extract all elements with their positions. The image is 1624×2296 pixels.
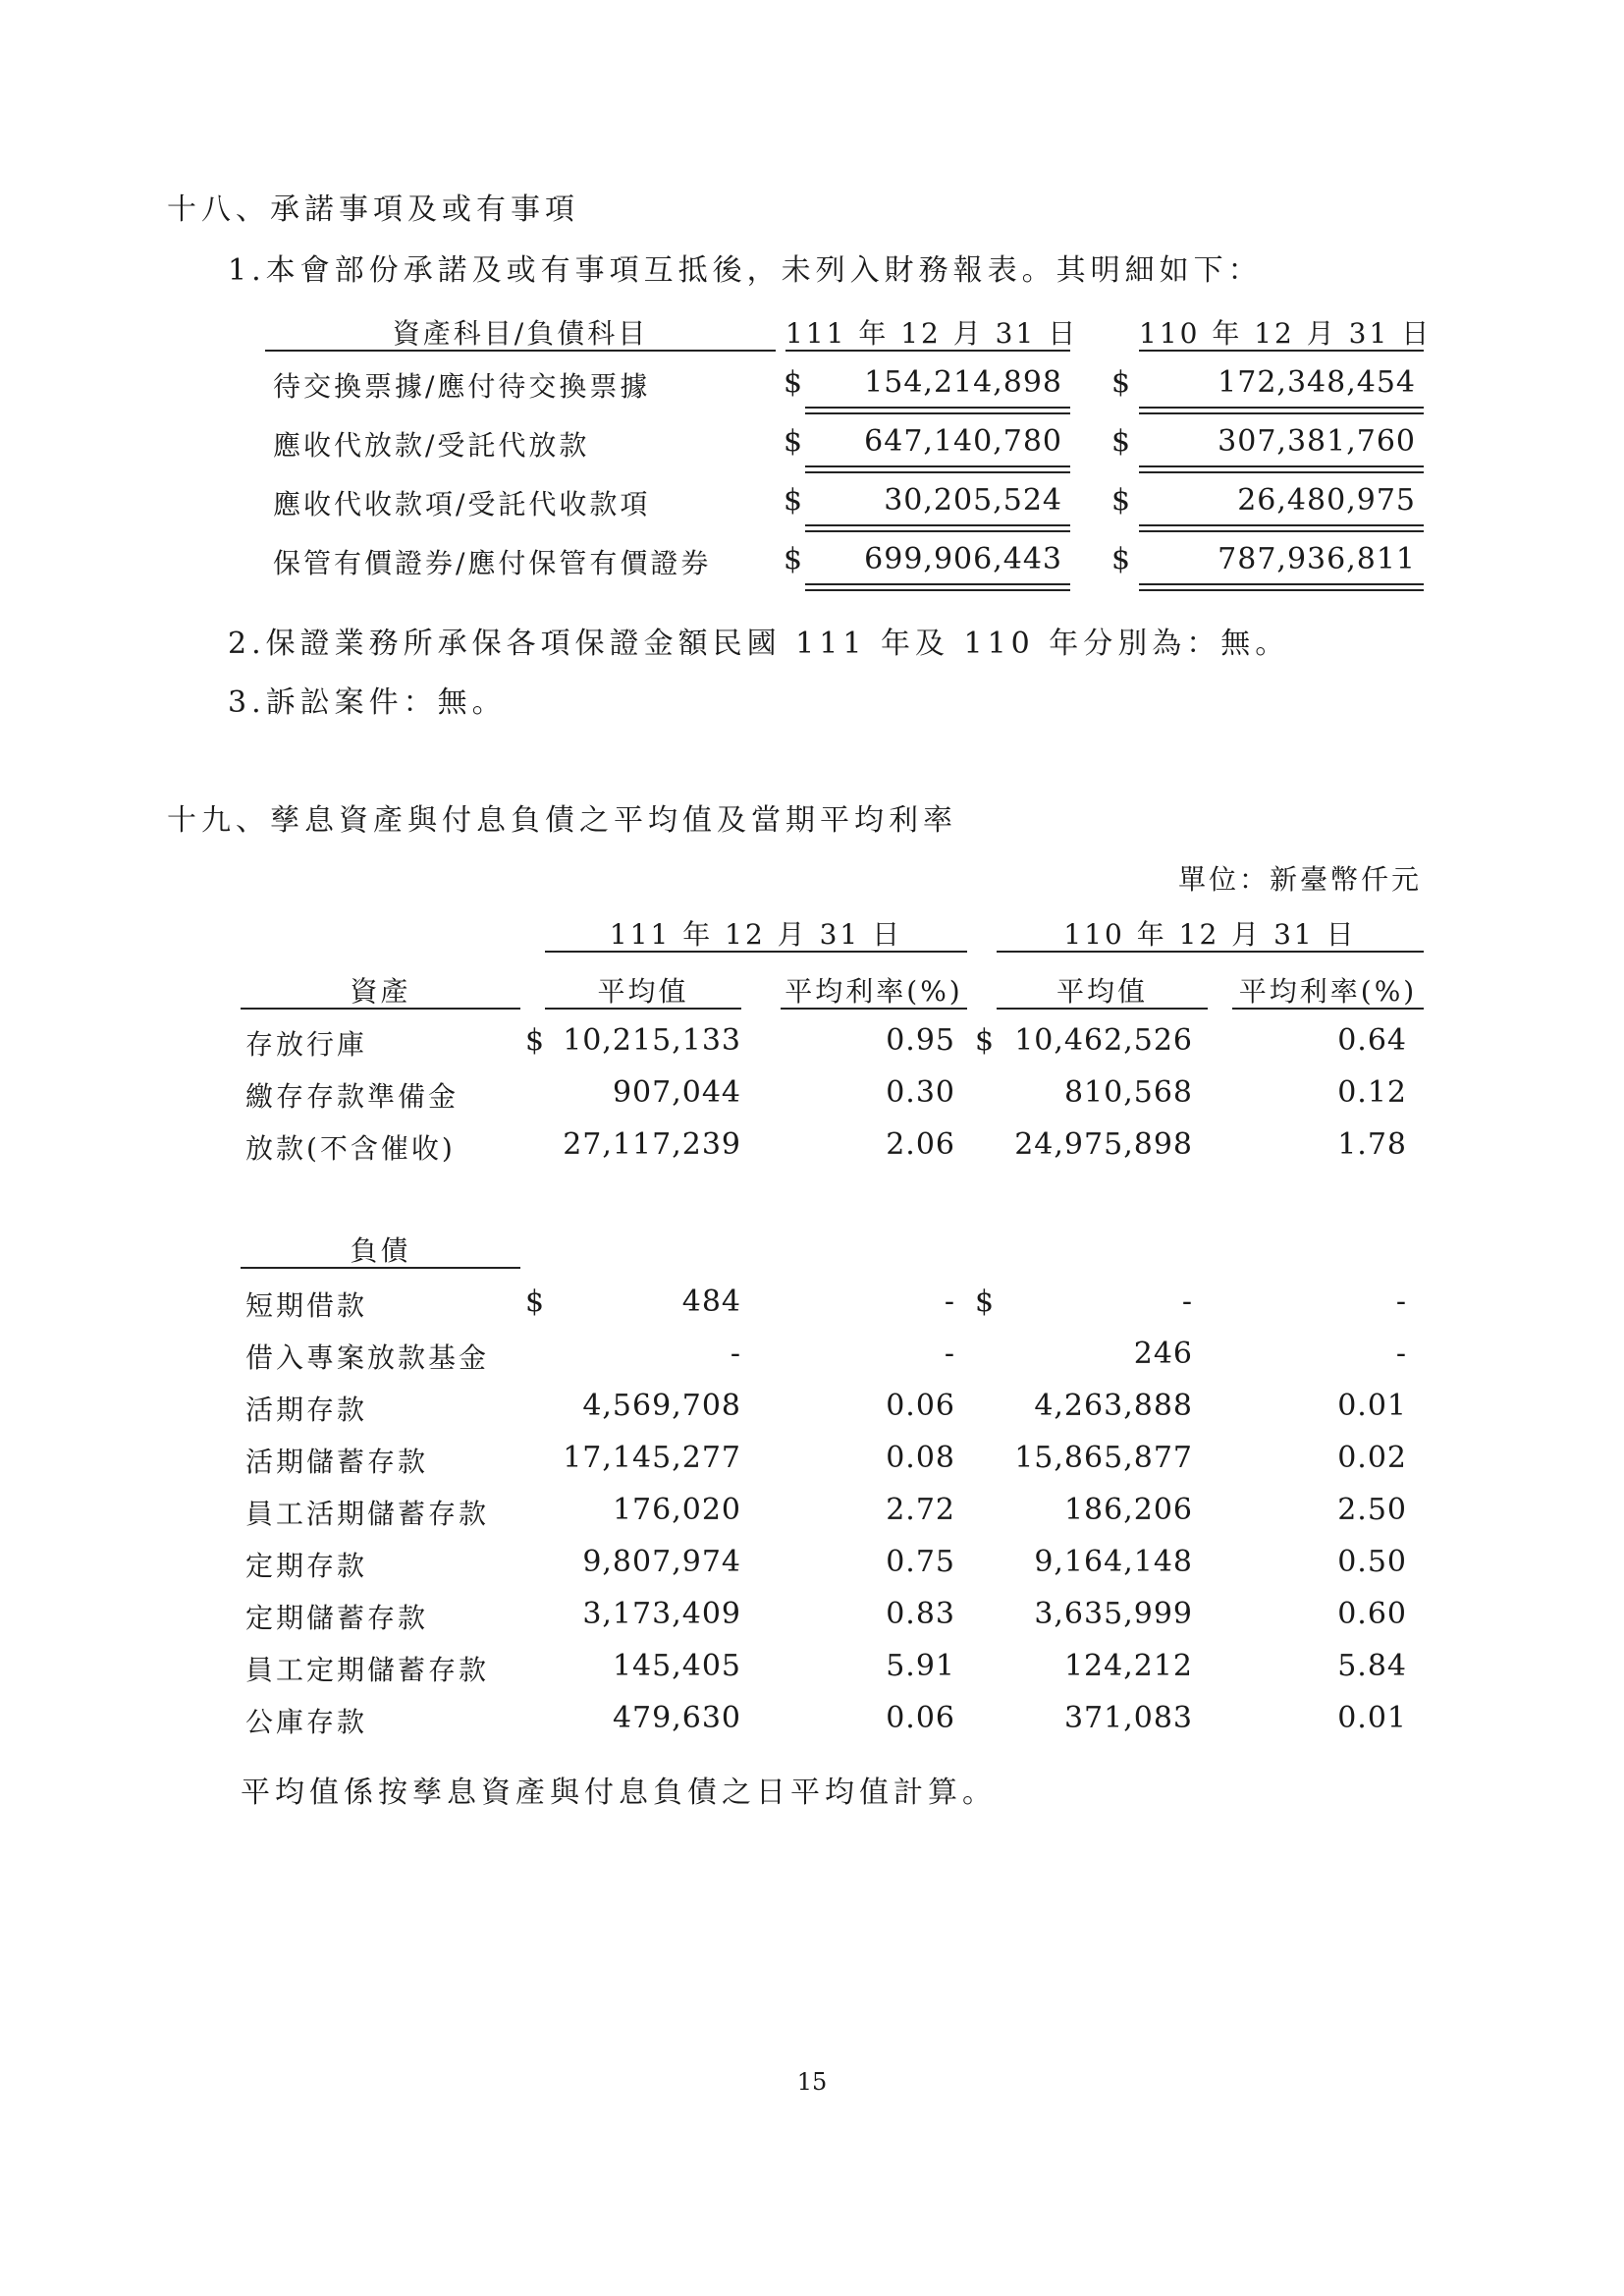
section-18-item-3: 3.訴訟案件：無。 — [228, 685, 507, 720]
liabilities-header: 負債 — [350, 1234, 411, 1267]
liability-rate-110: 5.84 — [1337, 1649, 1407, 1683]
liability-rate-110: 0.50 — [1337, 1545, 1407, 1579]
commitment-row-label: 應收代放款/受託代放款 — [273, 429, 590, 462]
commitment-value-111: 154,214,898 — [864, 365, 1062, 400]
double-underline — [805, 465, 1070, 473]
header-rule — [265, 350, 776, 352]
liability-average-110: 15,865,877 — [1014, 1441, 1193, 1475]
currency-symbol: $ — [784, 542, 804, 576]
commitment-account-header: 資產科目/負債科目 — [392, 317, 649, 350]
currency-symbol: $ — [975, 1023, 996, 1058]
commitment-row-label: 待交換票據/應付待交換票據 — [273, 370, 651, 403]
commitment-value-110: 172,348,454 — [1218, 365, 1416, 400]
column-rule — [545, 1008, 741, 1010]
liability-row-label: 員工定期儲蓄存款 — [245, 1654, 490, 1686]
liability-rate-111: 0.75 — [886, 1545, 955, 1579]
asset-row-label: 繳存存款準備金 — [245, 1080, 460, 1113]
column-rule — [781, 1008, 967, 1010]
currency-symbol: $ — [975, 1285, 996, 1319]
commitment-value-110: 26,480,975 — [1237, 483, 1416, 518]
liability-average-111: 479,630 — [612, 1701, 741, 1735]
double-underline — [805, 583, 1070, 591]
liability-average-111: 176,020 — [612, 1493, 741, 1527]
liability-average-111: - — [730, 1337, 741, 1371]
asset-average-111: 10,215,133 — [563, 1023, 741, 1058]
liability-rate-110: - — [1395, 1337, 1407, 1371]
asset-average-110: 24,975,898 — [1014, 1127, 1193, 1162]
asset-average-111: 27,117,239 — [563, 1127, 741, 1162]
assets-header: 資產 — [350, 975, 411, 1008]
liability-rate-111: 2.72 — [886, 1493, 955, 1527]
currency-symbol: $ — [1111, 483, 1132, 518]
double-underline — [1139, 524, 1424, 532]
liability-average-110: 371,083 — [1063, 1701, 1193, 1735]
currency-symbol: $ — [784, 365, 804, 400]
liability-average-110: 9,164,148 — [1034, 1545, 1193, 1579]
liability-rate-111: 0.83 — [886, 1597, 955, 1631]
average-note: 平均值係按孳息資產與付息負債之日平均值計算。 — [241, 1776, 997, 1810]
double-underline — [805, 407, 1070, 414]
commitment-row-label: 應收代收款項/受託代收款項 — [273, 488, 651, 520]
period-1-header: 111 年 12 月 31 日 — [609, 918, 903, 951]
avg-header-2: 平均值 — [1056, 975, 1148, 1008]
asset-rate-111: 0.95 — [886, 1023, 955, 1058]
asset-row-label: 放款(不含催收) — [245, 1132, 456, 1165]
liability-rate-110: 0.60 — [1337, 1597, 1407, 1631]
liability-rate-111: 0.06 — [886, 1389, 955, 1423]
liability-average-110: - — [1181, 1285, 1193, 1319]
liability-average-110: 124,212 — [1063, 1649, 1193, 1683]
liability-average-110: 186,206 — [1063, 1493, 1193, 1527]
asset-average-111: 907,044 — [612, 1075, 741, 1110]
page-number: 15 — [796, 2068, 828, 2096]
liability-rate-111: 0.08 — [886, 1441, 955, 1475]
unit-label: 單位：新臺幣仟元 — [1177, 863, 1422, 896]
column-rule — [241, 1008, 520, 1010]
liability-rate-111: 0.06 — [886, 1701, 955, 1735]
avg-header-1: 平均值 — [597, 975, 689, 1008]
header-rule — [1139, 350, 1424, 352]
section-18-heading: 十八、承諾事項及或有事項 — [167, 192, 579, 227]
currency-symbol: $ — [784, 424, 804, 459]
asset-average-110: 10,462,526 — [1014, 1023, 1193, 1058]
asset-rate-110: 1.78 — [1337, 1127, 1407, 1162]
liability-average-110: 3,635,999 — [1034, 1597, 1193, 1631]
commitment-value-110: 787,936,811 — [1218, 542, 1416, 576]
currency-symbol: $ — [1111, 365, 1132, 400]
liability-row-label: 活期儲蓄存款 — [245, 1446, 429, 1478]
header-rule — [785, 350, 1070, 352]
liability-rate-110: 2.50 — [1337, 1493, 1407, 1527]
liability-row-label: 借入專案放款基金 — [245, 1341, 490, 1374]
period-rule — [997, 951, 1424, 953]
liability-average-111: 3,173,409 — [582, 1597, 741, 1631]
currency-symbol: $ — [784, 483, 804, 518]
liability-row-label: 公庫存款 — [245, 1706, 368, 1738]
period-2-header: 110 年 12 月 31 日 — [1063, 918, 1357, 951]
liability-average-111: 145,405 — [612, 1649, 741, 1683]
asset-rate-110: 0.12 — [1337, 1075, 1407, 1110]
asset-row-label: 存放行庫 — [245, 1028, 368, 1061]
asset-rate-111: 2.06 — [886, 1127, 955, 1162]
commitment-value-111: 30,205,524 — [884, 483, 1062, 518]
asset-rate-111: 0.30 — [886, 1075, 955, 1110]
liability-rate-110: - — [1395, 1285, 1407, 1319]
column-rule — [1232, 1008, 1424, 1010]
liability-average-110: 4,263,888 — [1034, 1389, 1193, 1423]
liability-rate-110: 0.02 — [1337, 1441, 1407, 1475]
asset-rate-110: 0.64 — [1337, 1023, 1407, 1058]
liability-row-label: 定期存款 — [245, 1550, 368, 1582]
liability-row-label: 短期借款 — [245, 1289, 368, 1322]
double-underline — [1139, 407, 1424, 414]
asset-average-110: 810,568 — [1063, 1075, 1193, 1110]
currency-symbol: $ — [525, 1285, 546, 1319]
liability-rate-111: - — [944, 1285, 955, 1319]
rate-header-1: 平均利率(%) — [785, 975, 963, 1008]
period-rule — [545, 951, 967, 953]
column-rule — [241, 1267, 520, 1269]
liability-rate-111: - — [944, 1337, 955, 1371]
commitment-value-111: 647,140,780 — [864, 424, 1062, 459]
liability-row-label: 員工活期儲蓄存款 — [245, 1498, 490, 1530]
currency-symbol: $ — [1111, 542, 1132, 576]
rate-header-2: 平均利率(%) — [1238, 975, 1418, 1008]
commitment-value-111: 699,906,443 — [864, 542, 1062, 576]
double-underline — [1139, 583, 1424, 591]
liability-rate-111: 5.91 — [886, 1649, 955, 1683]
section-18-item-2: 2.保證業務所承保各項保證金額民國 111 年及 110 年分別為：無。 — [228, 627, 1290, 661]
commitment-col1-header: 111 年 12 月 31 日 — [785, 317, 1079, 350]
section-19-heading: 十九、孳息資產與付息負債之平均值及當期平均利率 — [167, 803, 957, 838]
liability-rate-110: 0.01 — [1337, 1701, 1407, 1735]
commitment-value-110: 307,381,760 — [1218, 424, 1416, 459]
double-underline — [805, 524, 1070, 532]
commitment-row-label: 保管有價證券/應付保管有價證券 — [273, 547, 712, 579]
column-rule — [997, 1008, 1208, 1010]
liability-average-111: 9,807,974 — [582, 1545, 741, 1579]
liability-average-111: 484 — [681, 1285, 741, 1319]
liability-average-111: 17,145,277 — [563, 1441, 741, 1475]
double-underline — [1139, 465, 1424, 473]
liability-average-111: 4,569,708 — [582, 1389, 741, 1423]
currency-symbol: $ — [1111, 424, 1132, 459]
liability-row-label: 活期存款 — [245, 1394, 368, 1426]
commitment-col2-header: 110 年 12 月 31 日 — [1139, 317, 1433, 350]
liability-rate-110: 0.01 — [1337, 1389, 1407, 1423]
section-18-item-1: 1.本會部份承諾及或有事項互抵後，未列入財務報表。其明細如下： — [228, 253, 1263, 288]
liability-average-110: 246 — [1133, 1337, 1193, 1371]
currency-symbol: $ — [525, 1023, 546, 1058]
liability-row-label: 定期儲蓄存款 — [245, 1602, 429, 1634]
